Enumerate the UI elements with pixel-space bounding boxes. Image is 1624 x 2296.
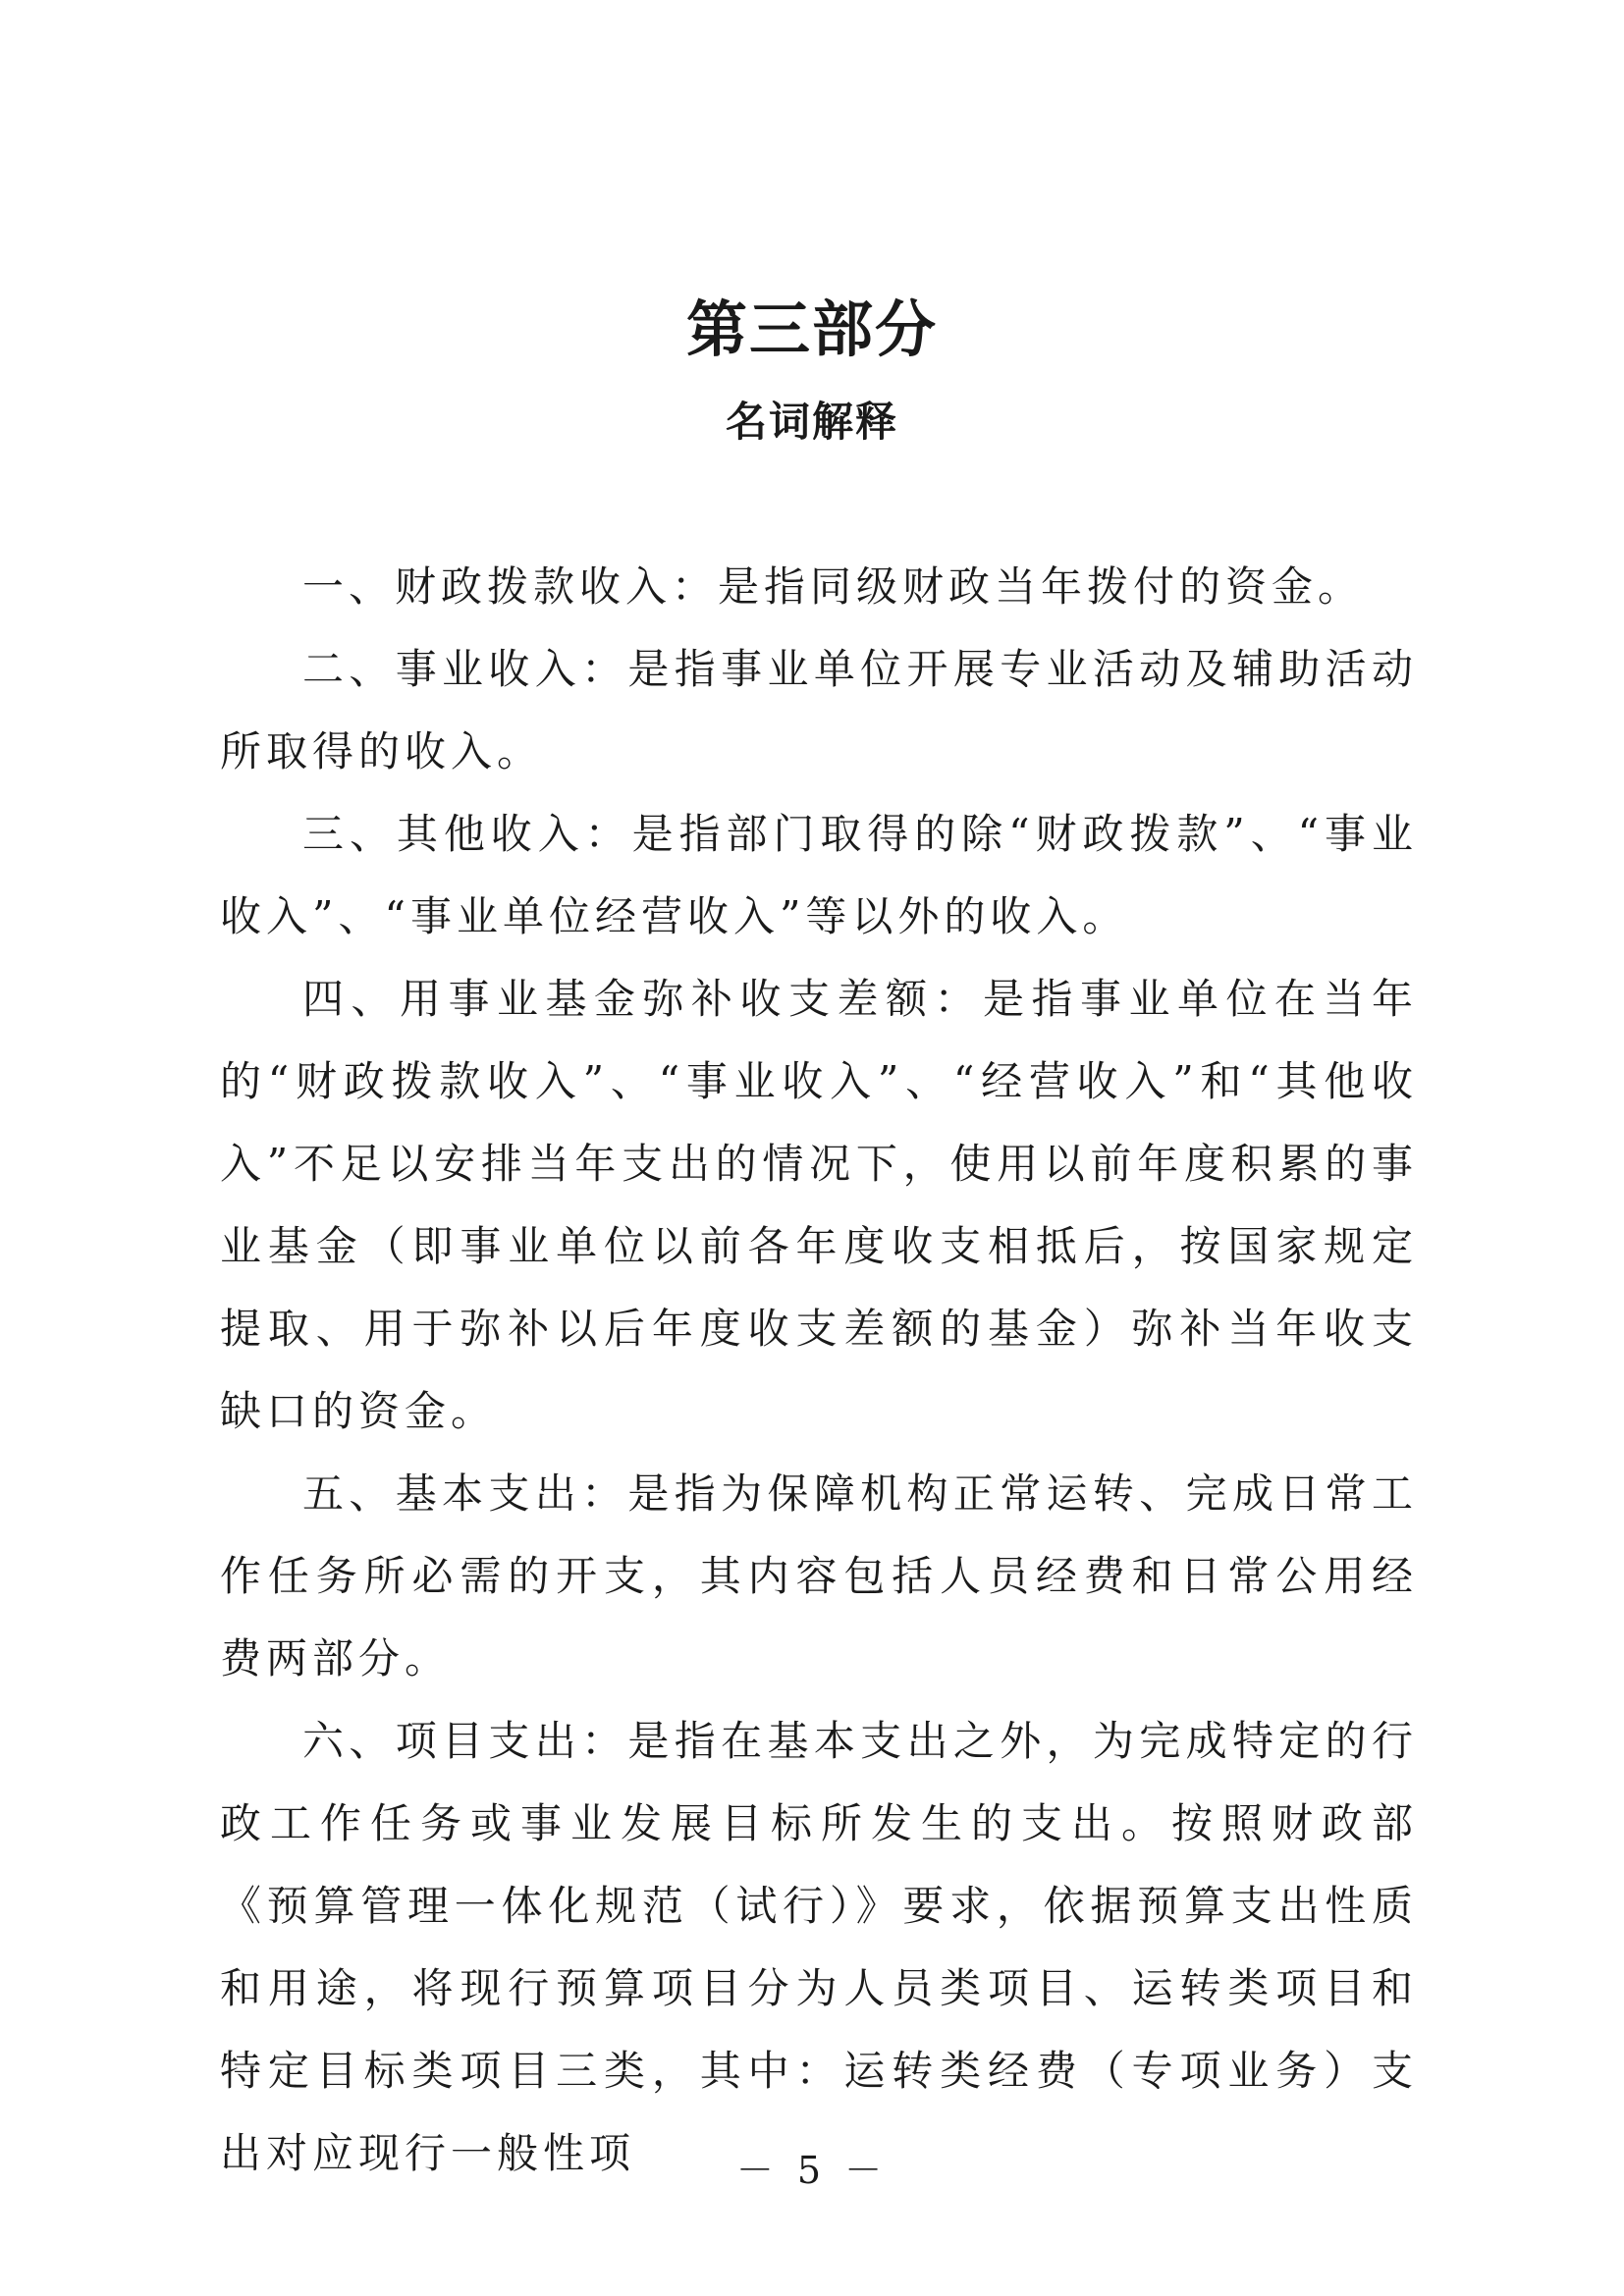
- paragraph-other-income: 三、其他收入：是指部门取得的除“财政拨款”、“事业收入”、“事业单位经营收入”等以外的收入。: [220, 810, 1418, 940]
- paragraph-project-expenditure: 六、项目支出：是指在基本支出之外，为完成特定的行政工作任务或事业发展目标所发生的支出。按照财政部《预算管理一体化规范（试行）》要求，依据预算支出性质和用途，将现行预算项目分为人员类项目、运转类项目和特定目标类项目三类，其中：运转类经费（专项业务）支出对应现行一般性项: [220, 1717, 1418, 2177]
- page-title: 第三部分: [685, 294, 938, 365]
- paragraph-fiscal-appropriation-income: 一、财政拨款收入：是指同级财政当年拨付的资金。: [302, 562, 1365, 611]
- body-text: [220, 546, 1418, 2195]
- page-number: － 5 －: [735, 2149, 889, 2192]
- paragraph-business-fund-offset: 四、用事业基金弥补收支差额：是指事业单位在当年的“财政拨款收入”、“事业收入”、“经营收入”和“其他收入”不足以安排当年支出的情况下，使用以前年度积累的事业基金（即事业单位以前各年度收支相抵后，按国家规定提取、用于弥补以后年度收支差额的基金）弥补当年收支缺口的资金。: [220, 975, 1418, 1435]
- paragraph-basic-expenditure: 五、基本支出：是指为保障机构正常运转、完成日常工作任务所必需的开支，其内容包括人员经费和日常公用经费两部分。: [220, 1469, 1418, 1682]
- page-subtitle: 名词解释: [725, 398, 898, 446]
- paragraph-business-income: 二、事业收入：是指事业单位开展专业活动及辅助活动所取得的收入。: [220, 645, 1418, 775]
